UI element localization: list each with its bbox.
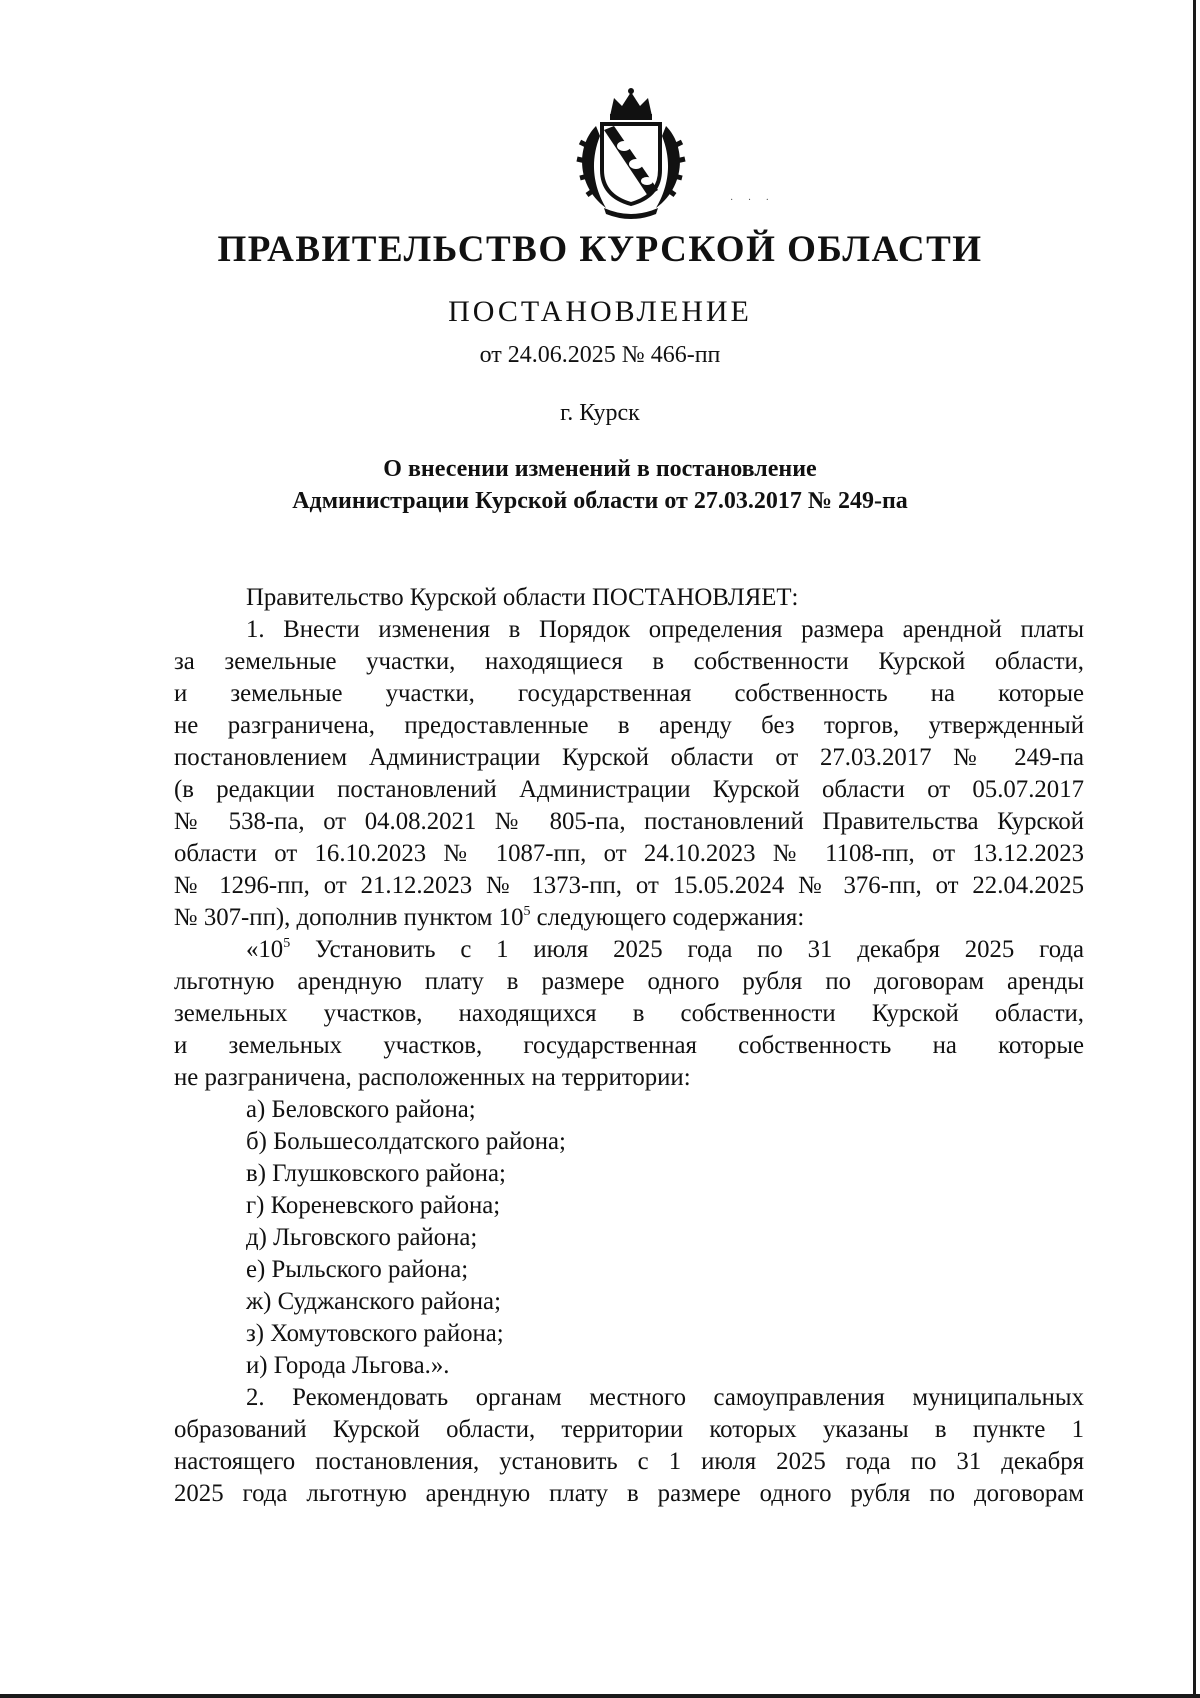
paragraph-2-first-line: «$10^5$ Установить с 1 июля 2025 года по 31 декабря 2025 года	[246, 936, 1084, 963]
paragraph-3-line: образований Курской области, территории которых указаны в пункте 1	[174, 1416, 1084, 1443]
paragraph-1-line: постановлением Администрации Курской области от 27.03.2017 № 249-па	[174, 744, 1084, 771]
paragraph-1-last-line: № 307-пп), дополнив пунктом $10^5$ следующего содержания:	[174, 904, 805, 931]
document-title-line-2: Администрации Курской области от 27.03.2017 № 249-па	[292, 488, 908, 514]
paragraph-3-line: настоящего постановления, установить с 1 июля 2025 года по 31 декабря	[174, 1448, 1084, 1475]
document-body	[174, 582, 1084, 1510]
kursk-coat-of-arms-icon	[566, 86, 696, 220]
list-item: а) Беловского района;	[246, 1096, 476, 1123]
paragraph-3-line: 2025 года льготную арендную плату в размере одного рубля по договорам	[174, 1480, 1084, 1507]
scan-edge-bottom	[0, 1694, 1200, 1698]
paragraph-2-line: льготную арендную плату в размере одного рубля по договорам аренды	[174, 968, 1084, 995]
paragraph-1-line: за земельные участки, находящиеся в собственности Курской области,	[174, 648, 1084, 675]
list-item: д) Льговского района;	[246, 1224, 478, 1251]
government-name: ПРАВИТЕЛЬСТВО КУРСКОЙ ОБЛАСТИ	[217, 229, 983, 270]
paragraph-1-line: № 1296-пп, от 21.12.2023 № 1373-пп, от 15.05.2024 № 376-пп, от 22.04.2025	[174, 872, 1084, 899]
paragraph-2-last-line: не разграничена, расположенных на территории:	[174, 1064, 691, 1091]
paragraph-2-line: и земельных участков, государственная собственность на которые	[174, 1032, 1084, 1059]
paragraph-3-line: 2. Рекомендовать органам местного самоуправления муниципальных	[246, 1384, 1084, 1411]
document-title-line-1: О внесении изменений в постановление	[383, 456, 817, 482]
paragraph-1-line: № 538-па, от 04.08.2021 № 805-па, постановлений Правительства Курской	[174, 808, 1084, 835]
list-item: ж) Суджанского района;	[246, 1288, 501, 1315]
document-type: ПОСТАНОВЛЕНИЕ	[448, 295, 752, 328]
list-item: б) Большесолдатского района;	[246, 1128, 566, 1155]
paragraph-2-line: земельных участков, находящихся в собственности Курской области,	[174, 1000, 1084, 1027]
document-number: от 24.06.2025 № 466-пп	[479, 342, 721, 368]
intro-line: Правительство Курской области ПОСТАНОВЛЯЕТ:	[246, 584, 799, 611]
superscript: 5	[283, 936, 291, 951]
superscript: 5	[523, 904, 531, 919]
paragraph-1-line: и земельные участки, государственная собственность на которые	[174, 680, 1084, 707]
list-item: е) Рыльского района;	[246, 1256, 469, 1283]
list-item: и) Города Льгова.».	[246, 1352, 450, 1379]
list-item: з) Хомутовского района;	[246, 1320, 504, 1347]
scan-specks: · · ·	[730, 195, 775, 206]
paragraph-1-line: 1. Внести изменения в Порядок определения размера арендной платы	[246, 616, 1084, 643]
paragraph-1-line: области от 16.10.2023 № 1087-пп, от 24.10.2023 № 1108-пп, от 13.12.2023	[174, 840, 1084, 867]
list-item: г) Кореневского района;	[246, 1192, 501, 1219]
list-item: в) Глушковского района;	[246, 1160, 506, 1187]
paragraph-1-line: (в редакции постановлений Администрации Курской области от 05.07.2017	[174, 776, 1084, 803]
paragraph-1-line: не разграничена, предоставленные в аренду без торгов, утвержденный	[174, 712, 1084, 739]
document-city: г. Курск	[560, 400, 640, 426]
